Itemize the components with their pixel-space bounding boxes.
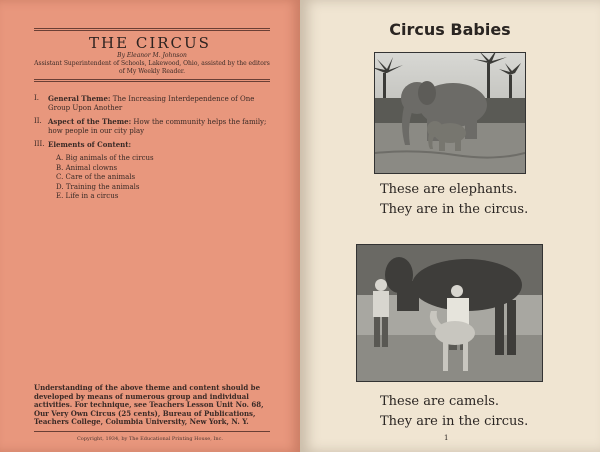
elephants-illustration [375,53,525,173]
list-item: E. Life in a circus [56,192,119,200]
copyright: Copyright, 1934, by The Educational Printing House, Inc. [76,436,223,442]
elephants-caption [380,180,528,220]
outline-number: II. [34,117,42,125]
page-heading: Circus Babies [389,20,511,39]
camels-illustration [357,245,542,381]
caption-line: They are in the circus. [380,202,529,217]
right-page [300,0,600,452]
caption-line: These are elephants. [380,182,518,197]
caption-line: They are in the circus. [380,414,529,429]
camels-photo [356,244,543,382]
byline: By Eleanor M. Johnson [117,52,187,59]
outline-item [34,117,270,136]
outline-text: The Increasing Interdependence of One Group Upon Another [48,95,255,112]
outline-item [34,140,270,150]
list-item: D. Training the animals [56,182,140,191]
outline [34,94,270,202]
caption-line: These are camels. [380,394,500,409]
outline-label: General Theme: [48,94,111,103]
outline-number: III. [34,140,45,148]
camels-caption [380,392,528,432]
list-item: A. Big animals of the circus [56,154,154,162]
top-rule-inner [34,30,270,31]
outline-label: Aspect of the Theme: [48,117,132,126]
list-item: B. Animal clowns [56,163,118,172]
content-elements-list [34,154,270,202]
footer-rule [34,431,270,432]
outline-text: How the community helps the family; how people in our city play [48,118,267,135]
top-rule [34,28,270,29]
outline-number: I. [34,94,39,102]
outline-label: Elements of Content: [48,140,132,149]
list-item: C. Care of the animals [56,173,136,181]
heading-rule-inner [34,81,270,82]
credit-line: Assistant Superintendent of Schools, Lakewood, Ohio, assisted by the editors of My Weekly Reader. [34,60,270,75]
page-number: 1 [444,434,449,442]
outline-item [34,94,270,113]
elephants-photo [374,52,526,174]
heading-rule [34,79,270,80]
teacher-note: Understanding of the above theme and content should be developed by means of numerous group and individual activities. For technique, see Teachers Lesson Unit No. 68, Our Very Own Circus (25 cents), Bureau of Publications, Teachers College, Columbia University, New York, N. Y. [34,383,264,427]
page-title: THE CIRCUS [89,34,211,52]
